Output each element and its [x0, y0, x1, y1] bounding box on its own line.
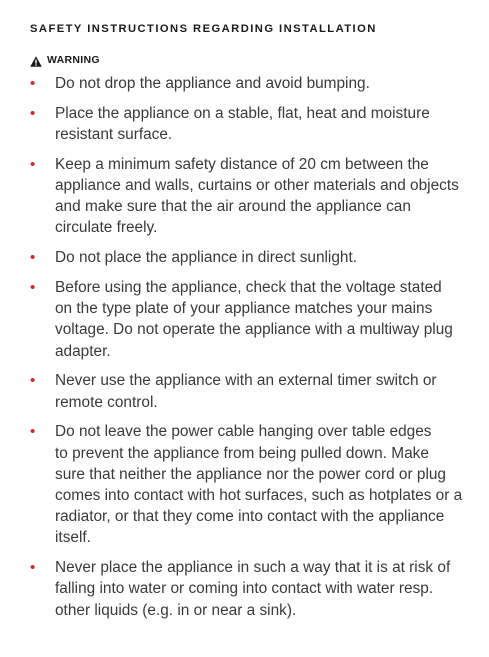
- list-item-line: falling into water or coming into contact with water resp.: [55, 580, 434, 598]
- list-item-line: and make sure that the air around the appliance can: [55, 198, 411, 216]
- bullet-icon: •: [30, 104, 36, 122]
- list-item: [30, 103, 475, 145]
- list-item-line: itself.: [55, 529, 91, 547]
- list-item-line: to prevent the appliance from being pulled down. Make: [55, 444, 429, 462]
- list-item-line: sure that neither the appliance nor the power cord or plug: [55, 465, 446, 483]
- list-item-line: Do not drop the appliance and avoid bumping.: [55, 75, 370, 92]
- list-item: [30, 154, 475, 239]
- warning-label: WARNING: [47, 53, 100, 66]
- list-item-line: circulate freely.: [55, 219, 158, 237]
- list-item-line: on the type plate of your appliance matches your mains: [55, 300, 433, 318]
- list-item-line: comes into contact with hot surfaces, such as hotplates or a: [55, 487, 463, 505]
- list-item: [30, 73, 475, 94]
- warning-triangle-icon: [30, 54, 42, 65]
- list-item-line: resistant surface.: [55, 126, 173, 143]
- list-item: [30, 370, 475, 412]
- list-item-line: other liquids (e.g. in or near a sink).: [55, 601, 297, 619]
- bullet-icon: •: [30, 372, 36, 390]
- bullet-icon: •: [30, 559, 36, 577]
- list-item-line: adapter.: [55, 342, 111, 360]
- list-item-line: Place the appliance on a stable, flat, heat and moisture: [55, 104, 430, 122]
- list-item-line: Do not leave the power cable hanging over table edges: [55, 423, 432, 441]
- list-item-line: appliance and walls, curtains or other materials and objects: [55, 177, 459, 194]
- instruction-list: [30, 73, 475, 621]
- list-item-line: Keep a minimum safety distance of 20 cm between the: [55, 155, 429, 173]
- bullet-icon: •: [30, 249, 36, 267]
- bullet-icon: •: [30, 279, 36, 296]
- list-item-line: Before using the appliance, check that the voltage stated: [55, 279, 442, 296]
- list-item-line: voltage. Do not operate the appliance with a multiway plug: [55, 321, 453, 339]
- bullet-icon: •: [30, 423, 36, 441]
- list-item: [30, 277, 475, 362]
- list-item-line: Never place the appliance in such a way that it is at risk of: [55, 559, 451, 577]
- bullet-icon: •: [30, 155, 36, 173]
- bullet-icon: •: [30, 75, 36, 92]
- warning-header: [30, 53, 475, 66]
- section-title: SAFETY INSTRUCTIONS REGARDING INSTALLATION: [30, 23, 377, 35]
- list-item-line: Never use the appliance with an external timer switch or: [55, 372, 437, 390]
- list-item-line: Do not place the appliance in direct sunlight.: [55, 249, 358, 267]
- list-item-line: remote control.: [55, 393, 158, 411]
- list-item: [30, 247, 475, 268]
- list-item: [30, 557, 475, 621]
- list-item-line: radiator, or that they come into contact with the appliance: [55, 508, 445, 526]
- list-item: [30, 421, 475, 548]
